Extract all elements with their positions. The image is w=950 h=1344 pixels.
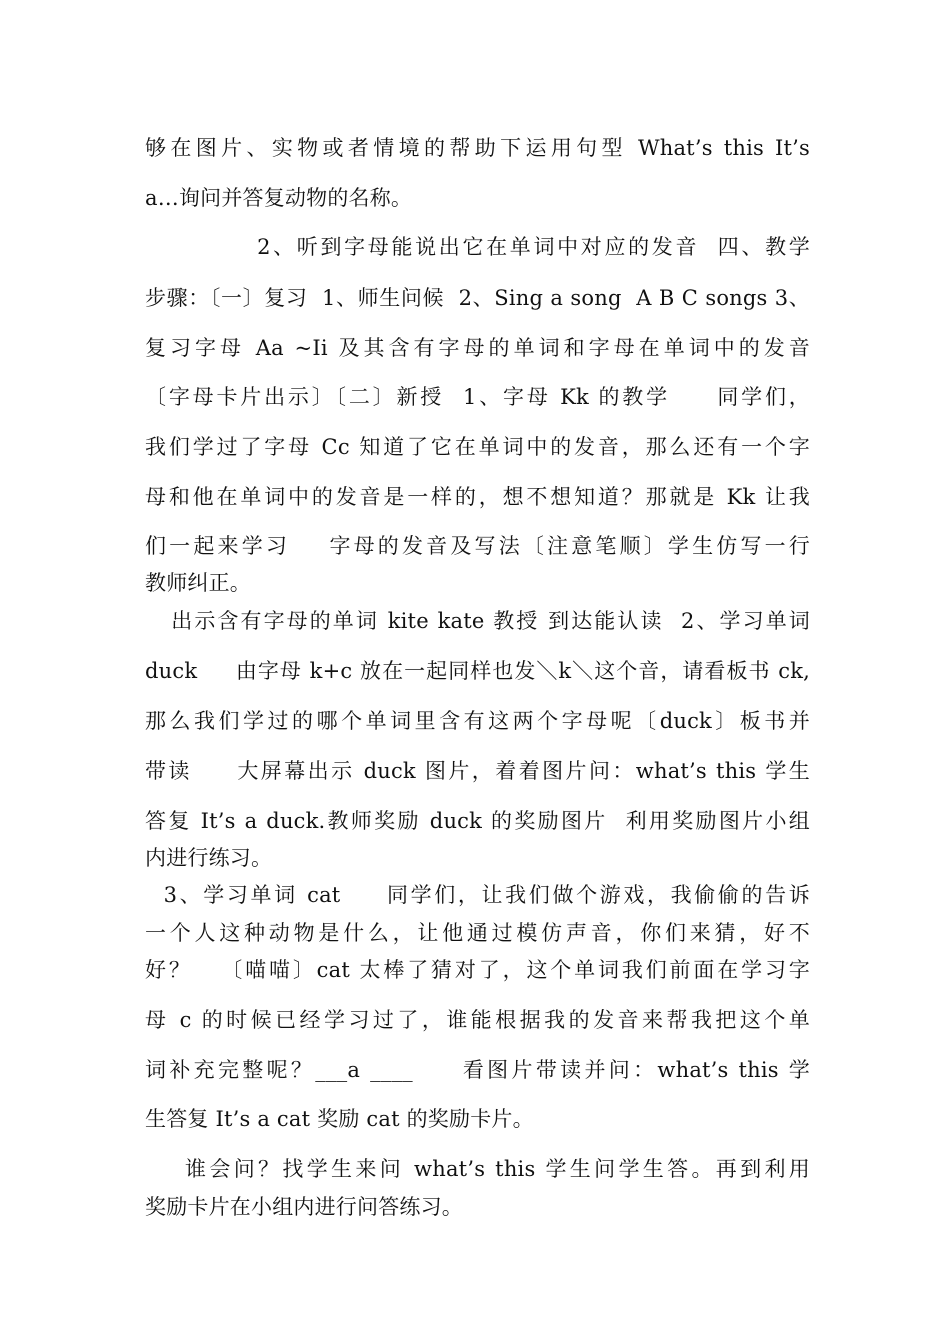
text-line-3: 2、听到字母能说出它在单词中对应的发音 四、教学 [145,235,810,259]
text-line-8: 母和他在单词中的发音是一样的，想不想知道？那就是 Kk 让我 [145,485,810,509]
text-line-11: 出示含有字母的单词 kite kate 教授 到达能认读 2、学习单词 [145,609,810,633]
text-line-9: 们一起来学习 字母的发音及写法〔注意笔顺〕学生仿写一行 [145,534,810,558]
text-line-1: 够在图片、实物或者情境的帮助下运用句型 What’s this It’s [145,136,810,160]
text-line-7: 我们学过了字母 Cc 知道了它在单词中的发音，那么还有一个字 [145,435,810,459]
text-line-5: 复习字母 Aa ~Ii 及其含有字母的单词和字母在单词中的发音 [145,336,810,360]
text-line-16: 内进行练习。 [145,846,273,870]
text-line-14: 带读 大屏幕出示 duck 图片，着着图片问：what’s this 学生 [145,759,810,783]
text-line-10: 教师纠正。 [145,571,251,595]
text-line-24: 奖励卡片在小组内进行问答练习。 [145,1195,463,1219]
text-line-15: 答复 It’s a duck.教师奖励 duck 的奖励图片 利用奖励图片小组 [145,809,810,833]
text-line-23: 谁会问？找学生来问 what’s this 学生问学生答。再到利用 [145,1157,810,1181]
text-line-12: duck 由字母 k+c 放在一起同样也发＼k＼这个音，请看板书 ck, [145,659,810,683]
text-line-13: 那么我们学过的哪个单词里含有这两个字母呢〔duck〕板书并 [145,709,810,733]
text-line-18: 一个人这种动物是什么，让他通过模仿声音，你们来猜，好不 [145,921,810,945]
text-line-22: 生答复 It’s a cat 奖励 cat 的奖励卡片。 [145,1107,534,1131]
text-line-2: a…询问并答复动物的名称。 [145,186,413,210]
text-line-21: 词补充完整呢？___a ____ 看图片带读并问：what’s this 学 [145,1058,810,1082]
text-line-20: 母 c 的时候已经学习过了，谁能根据我的发音来帮我把这个单 [145,1008,810,1032]
text-line-17: 3、学习单词 cat 同学们，让我们做个游戏，我偷偷的告诉 [145,883,810,907]
text-line-6: 〔字母卡片出示〕〔二〕新授 1、字母 Kk 的教学 同学们， [145,385,810,409]
text-line-4: 步骤：〔一〕复习 1、师生问候 2、Sing a song A B C songs 3、 [145,286,810,310]
text-line-19: 好？ 〔喵喵〕cat 太棒了猜对了，这个单词我们前面在学习字 [145,958,810,982]
